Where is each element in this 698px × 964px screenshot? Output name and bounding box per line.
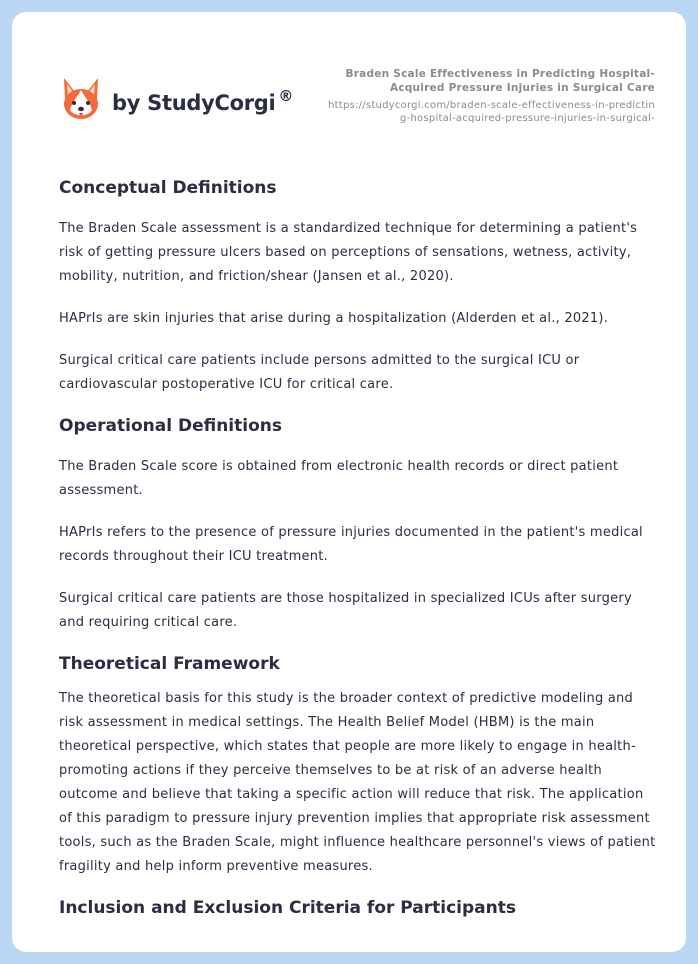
corgi-logo-icon (60, 76, 102, 122)
document-meta (325, 67, 655, 125)
paragraph: The Braden Scale score is obtained from electronic health records or direct patient assessment. (59, 459, 619, 498)
studycorgi-logo[interactable] (60, 76, 293, 122)
document-page (12, 12, 686, 952)
section-heading: Inclusion and Exclusion Criteria for Participants (59, 898, 516, 918)
document-url[interactable]: https://studycorgi.com/braden-scale-effectiveness-in-predicting-hospital-acquired-pressure-injuries-in-surgical- (328, 100, 655, 124)
document-title: Braden Scale Effectiveness in Predicting Hospital-Acquired Pressure Injuries in Surgical Care (345, 68, 655, 94)
logo-text: by StudyCorgi ® (112, 87, 294, 115)
section-heading: Conceptual Definitions (59, 178, 277, 198)
page-header (12, 12, 686, 152)
paragraph: Surgical critical care patients include persons admitted to the surgical ICU or cardiovascular postoperative ICU for critical care. (59, 353, 580, 392)
document-content (59, 175, 659, 921)
paragraph: The theoretical basis for this study is the broader context of predictive modeling and risk assessment in medical settings. The Health Belief Model (HBM) is the main theoretical perspective, which states that people are more likely to engage in health-promoting actions if they perceive themselves to be at risk of an adverse health outcome and believe that taking a specific action will reduce that risk. The application of this paradigm to pressure injury prevention implies that appropriate risk assessment tools, such as the Braden Scale, might influence healthcare personnel's views of patient fragility and help inform preventive measures. (59, 691, 656, 874)
section-heading: Theoretical Framework (59, 654, 280, 674)
paragraph: HAPrIs refers to the presence of pressure injuries documented in the patient's medical records throughout their ICU treatment. (59, 525, 643, 564)
paragraph: The Braden Scale assessment is a standardized technique for determining a patient's risk of getting pressure ulcers based on perceptions of sensations, wetness, activity, mobility, nutrition, and friction/shear (Jansen et al., 2020). (59, 221, 638, 284)
paragraph: HAPrIs are skin injuries that arise during a hospitalization (Alderden et al., 2021). (59, 311, 609, 326)
paragraph: Surgical critical care patients are those hospitalized in specialized ICUs after surgery and requiring critical care. (59, 591, 632, 630)
registered-mark: ® (278, 87, 294, 105)
section-heading: Operational Definitions (59, 416, 282, 436)
